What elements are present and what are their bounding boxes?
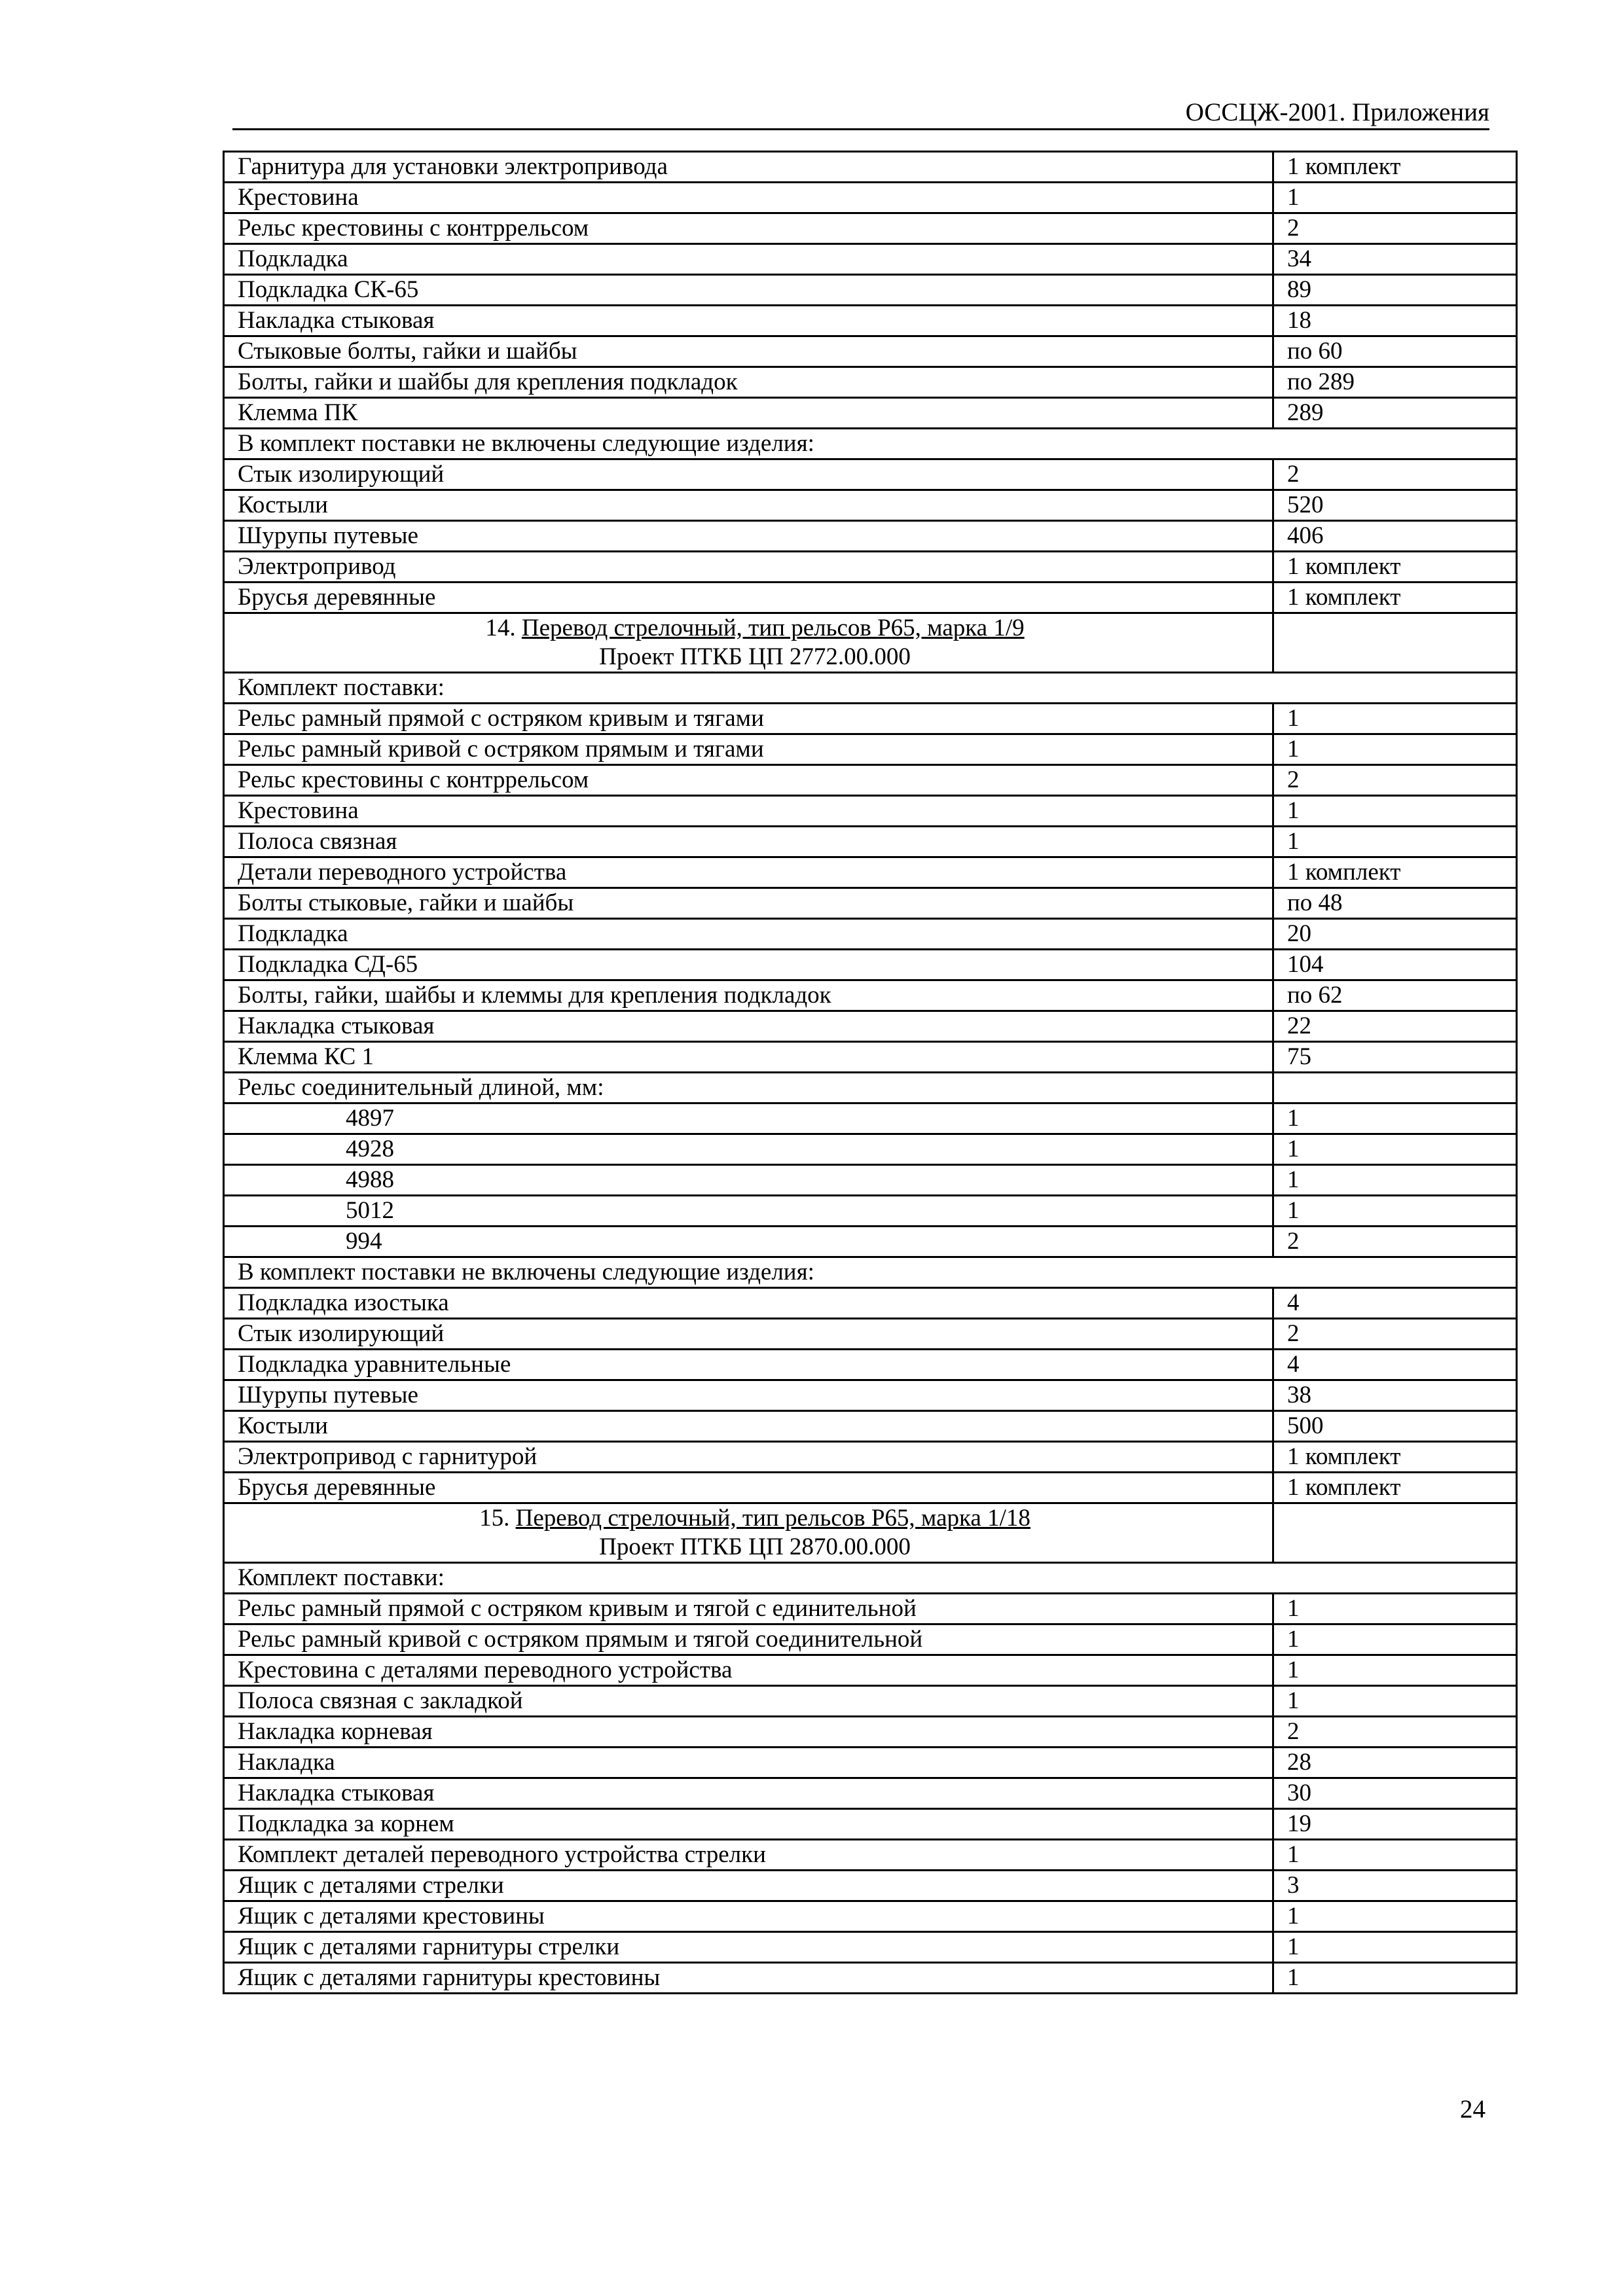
table-row bbox=[224, 1840, 1517, 1871]
item-name: Рельс рамный кривой с остряком прямым и тягами bbox=[224, 734, 1273, 765]
table-row bbox=[224, 888, 1517, 919]
item-name: Крестовина с деталями переводного устройства bbox=[224, 1655, 1273, 1686]
item-name: Полоса связная bbox=[224, 827, 1273, 857]
item-quantity: 28 bbox=[1273, 1748, 1517, 1778]
item-quantity: 1 bbox=[1273, 1134, 1517, 1165]
item-name: Ящик с деталями крестовины bbox=[224, 1901, 1273, 1932]
item-quantity: 104 bbox=[1273, 950, 1517, 980]
table-row bbox=[224, 704, 1517, 734]
item-name: Электропривод bbox=[224, 552, 1273, 583]
item-name: Подкладка bbox=[224, 244, 1273, 275]
table-row bbox=[224, 1901, 1517, 1932]
item-name: Рельс соединительный длиной, мм: bbox=[224, 1073, 1273, 1103]
table-row bbox=[224, 1380, 1517, 1411]
item-name: Стык изолирующий bbox=[224, 1319, 1273, 1350]
section-label: Комплект поставки: bbox=[224, 1563, 1517, 1594]
project-code: Проект ПТКБ ЦП 2772.00.000 bbox=[599, 643, 911, 670]
item-quantity: 2 bbox=[1273, 1717, 1517, 1748]
table-row bbox=[224, 765, 1517, 796]
table-row bbox=[224, 1165, 1517, 1196]
table-row bbox=[224, 1748, 1517, 1778]
table-row bbox=[224, 1227, 1517, 1257]
table-row bbox=[224, 1073, 1517, 1103]
item-name: Детали переводного устройства bbox=[224, 857, 1273, 888]
section-label: В комплект поставки не включены следующие изделия: bbox=[224, 429, 1517, 459]
table-row bbox=[224, 336, 1517, 367]
item-name: Крестовина bbox=[224, 183, 1273, 213]
item-name: Рельс крестовины с контррельсом bbox=[224, 765, 1273, 796]
item-quantity bbox=[1273, 1073, 1517, 1103]
item-name: Крестовина bbox=[224, 796, 1273, 827]
item-quantity: 30 bbox=[1273, 1778, 1517, 1809]
item-name: Костыли bbox=[224, 1411, 1273, 1442]
table-row bbox=[224, 1473, 1517, 1503]
item-name: Накладка корневая bbox=[224, 1717, 1273, 1748]
table-row bbox=[224, 1011, 1517, 1042]
length-value: 4988 bbox=[224, 1165, 1273, 1196]
section-heading bbox=[238, 614, 1272, 643]
section-title bbox=[224, 1503, 1273, 1563]
item-name: Рельс крестовины с контррельсом bbox=[224, 213, 1273, 244]
item-name: Подкладка за корнем bbox=[224, 1809, 1273, 1840]
table-row bbox=[224, 583, 1517, 613]
quantity-cell bbox=[1273, 1503, 1517, 1563]
table-row bbox=[224, 398, 1517, 429]
item-name: Электропривод с гарнитурой bbox=[224, 1442, 1273, 1473]
length-value: 5012 bbox=[224, 1196, 1273, 1227]
item-quantity: 1 bbox=[1273, 1840, 1517, 1871]
length-value: 994 bbox=[224, 1227, 1273, 1257]
item-quantity: 1 комплект bbox=[1273, 857, 1517, 888]
item-name: Шурупы путевые bbox=[224, 1380, 1273, 1411]
item-name: Подкладка уравнительные bbox=[224, 1350, 1273, 1380]
length-value: 4897 bbox=[224, 1103, 1273, 1134]
table-row bbox=[224, 827, 1517, 857]
table-row bbox=[224, 1411, 1517, 1442]
item-name: Клемма ПК bbox=[224, 398, 1273, 429]
section-title bbox=[224, 613, 1273, 673]
table-row bbox=[224, 1717, 1517, 1748]
item-quantity: по 62 bbox=[1273, 980, 1517, 1011]
table-row bbox=[224, 244, 1517, 275]
table-row bbox=[224, 1594, 1517, 1624]
item-name: Рельс рамный прямой с остряком кривым и тягами bbox=[224, 704, 1273, 734]
table-row bbox=[224, 459, 1517, 490]
item-name: Накладка стыковая bbox=[224, 1778, 1273, 1809]
item-quantity: 1 bbox=[1273, 1103, 1517, 1134]
item-name: Клемма КС 1 bbox=[224, 1042, 1273, 1073]
item-quantity: 1 bbox=[1273, 1624, 1517, 1655]
item-name: Гарнитура для установки электропривода bbox=[224, 152, 1273, 183]
table-row bbox=[224, 1963, 1517, 1994]
table-row bbox=[224, 980, 1517, 1011]
item-quantity: 1 комплект bbox=[1273, 1473, 1517, 1503]
item-name: Рельс рамный прямой с остряком кривым и тягой с единительной bbox=[224, 1594, 1273, 1624]
item-quantity: 89 bbox=[1273, 275, 1517, 306]
item-quantity: 2 bbox=[1273, 1319, 1517, 1350]
item-quantity: 34 bbox=[1273, 244, 1517, 275]
item-name: Болты, гайки и шайбы для крепления подкладок bbox=[224, 367, 1273, 398]
item-name: Ящик с деталями гарнитуры стрелки bbox=[224, 1932, 1273, 1963]
table-row bbox=[224, 1778, 1517, 1809]
item-quantity: 2 bbox=[1273, 213, 1517, 244]
table-row bbox=[224, 429, 1517, 459]
item-quantity: 1 комплект bbox=[1273, 583, 1517, 613]
item-name: Подкладка изостыка bbox=[224, 1288, 1273, 1319]
table-row bbox=[224, 213, 1517, 244]
item-name: Костыли bbox=[224, 490, 1273, 521]
item-quantity: 406 bbox=[1273, 521, 1517, 552]
item-quantity: 1 комплект bbox=[1273, 152, 1517, 183]
section-number: 14. bbox=[485, 615, 516, 641]
section-heading bbox=[238, 1504, 1272, 1533]
item-name: Рельс рамный кривой с остряком прямым и тягой соединительной bbox=[224, 1624, 1273, 1655]
table-row bbox=[224, 1134, 1517, 1165]
table-row bbox=[224, 367, 1517, 398]
item-quantity: 1 bbox=[1273, 1932, 1517, 1963]
item-quantity: 1 bbox=[1273, 1165, 1517, 1196]
table-row bbox=[224, 950, 1517, 980]
table-row bbox=[224, 306, 1517, 336]
table-row bbox=[224, 1257, 1517, 1288]
table-row bbox=[224, 1932, 1517, 1963]
item-quantity: 289 bbox=[1273, 398, 1517, 429]
item-quantity: 1 bbox=[1273, 796, 1517, 827]
item-name: Накладка стыковая bbox=[224, 1011, 1273, 1042]
item-quantity: 2 bbox=[1273, 1227, 1517, 1257]
item-quantity: 1 bbox=[1273, 183, 1517, 213]
item-name: Накладка стыковая bbox=[224, 306, 1273, 336]
item-quantity: по 48 bbox=[1273, 888, 1517, 919]
page-header bbox=[232, 97, 1489, 130]
table-row bbox=[224, 1042, 1517, 1073]
item-quantity: по 60 bbox=[1273, 336, 1517, 367]
item-name: Брусья деревянные bbox=[224, 583, 1273, 613]
table-row bbox=[224, 1319, 1517, 1350]
table-row bbox=[224, 1288, 1517, 1319]
table-row bbox=[224, 1350, 1517, 1380]
table-row bbox=[224, 734, 1517, 765]
section-label: В комплект поставки не включены следующие изделия: bbox=[224, 1257, 1517, 1288]
item-quantity: 75 bbox=[1273, 1042, 1517, 1073]
item-quantity: 1 bbox=[1273, 1196, 1517, 1227]
item-quantity: 1 bbox=[1273, 1963, 1517, 1994]
item-quantity: 38 bbox=[1273, 1380, 1517, 1411]
item-quantity: 3 bbox=[1273, 1871, 1517, 1901]
item-quantity: 1 комплект bbox=[1273, 552, 1517, 583]
components-table bbox=[223, 151, 1518, 1994]
table-row bbox=[224, 673, 1517, 704]
table-row bbox=[224, 1871, 1517, 1901]
item-quantity: 22 bbox=[1273, 1011, 1517, 1042]
item-name: Болты стыковые, гайки и шайбы bbox=[224, 888, 1273, 919]
table-row bbox=[224, 552, 1517, 583]
table-row bbox=[224, 521, 1517, 552]
length-value: 4928 bbox=[224, 1134, 1273, 1165]
section-label: Комплект поставки: bbox=[224, 673, 1517, 704]
item-quantity: 19 bbox=[1273, 1809, 1517, 1840]
item-name: Комплект деталей переводного устройства стрелки bbox=[224, 1840, 1273, 1871]
item-quantity: 1 bbox=[1273, 1901, 1517, 1932]
table-row bbox=[224, 1442, 1517, 1473]
table-row bbox=[224, 1196, 1517, 1227]
quantity-cell bbox=[1273, 613, 1517, 673]
item-quantity: 2 bbox=[1273, 459, 1517, 490]
item-quantity: 1 bbox=[1273, 1655, 1517, 1686]
table-row bbox=[224, 857, 1517, 888]
item-name: Стык изолирующий bbox=[224, 459, 1273, 490]
item-quantity: 1 bbox=[1273, 734, 1517, 765]
item-name: Подкладка СД-65 bbox=[224, 950, 1273, 980]
item-name: Подкладка bbox=[224, 919, 1273, 950]
table-row bbox=[224, 796, 1517, 827]
table-row bbox=[224, 490, 1517, 521]
table-row bbox=[224, 275, 1517, 306]
item-quantity: 18 bbox=[1273, 306, 1517, 336]
table-row bbox=[224, 1686, 1517, 1717]
table-row bbox=[224, 1655, 1517, 1686]
table-row bbox=[224, 1563, 1517, 1594]
item-quantity: 500 bbox=[1273, 1411, 1517, 1442]
item-quantity: 1 bbox=[1273, 704, 1517, 734]
item-quantity: 1 комплект bbox=[1273, 1442, 1517, 1473]
item-name: Накладка bbox=[224, 1748, 1273, 1778]
item-name: Подкладка СК-65 bbox=[224, 275, 1273, 306]
item-quantity: 1 bbox=[1273, 827, 1517, 857]
section-title-text: Перевод стрелочный, тип рельсов Р65, марка 1/9 bbox=[521, 615, 1025, 641]
item-name: Стыковые болты, гайки и шайбы bbox=[224, 336, 1273, 367]
project-code: Проект ПТКБ ЦП 2870.00.000 bbox=[599, 1534, 911, 1560]
item-name: Ящик с деталями стрелки bbox=[224, 1871, 1273, 1901]
item-name: Ящик с деталями гарнитуры крестовины bbox=[224, 1963, 1273, 1994]
table-row bbox=[224, 1809, 1517, 1840]
table-row bbox=[224, 1103, 1517, 1134]
item-quantity: 1 bbox=[1273, 1686, 1517, 1717]
item-quantity: 4 bbox=[1273, 1350, 1517, 1380]
item-name: Болты, гайки, шайбы и клеммы для крепления подкладок bbox=[224, 980, 1273, 1011]
page-number: 24 bbox=[1460, 2095, 1486, 2123]
item-name: Полоса связная с закладкой bbox=[224, 1686, 1273, 1717]
item-name: Шурупы путевые bbox=[224, 521, 1273, 552]
table-row bbox=[224, 1503, 1517, 1563]
item-quantity: 2 bbox=[1273, 765, 1517, 796]
table-row bbox=[224, 152, 1517, 183]
header-title: ОССЦЖ-2001. Приложения bbox=[1185, 98, 1489, 126]
section-title-text: Перевод стрелочный, тип рельсов Р65, марка 1/18 bbox=[515, 1505, 1030, 1532]
section-number: 15. bbox=[479, 1505, 510, 1532]
table-body bbox=[224, 152, 1517, 1994]
item-quantity: по 289 bbox=[1273, 367, 1517, 398]
item-quantity: 4 bbox=[1273, 1288, 1517, 1319]
table-row bbox=[224, 919, 1517, 950]
item-name: Брусья деревянные bbox=[224, 1473, 1273, 1503]
table-row bbox=[224, 613, 1517, 673]
item-quantity: 20 bbox=[1273, 919, 1517, 950]
item-quantity: 1 bbox=[1273, 1594, 1517, 1624]
item-quantity: 520 bbox=[1273, 490, 1517, 521]
table-row bbox=[224, 1624, 1517, 1655]
table-row bbox=[224, 183, 1517, 213]
